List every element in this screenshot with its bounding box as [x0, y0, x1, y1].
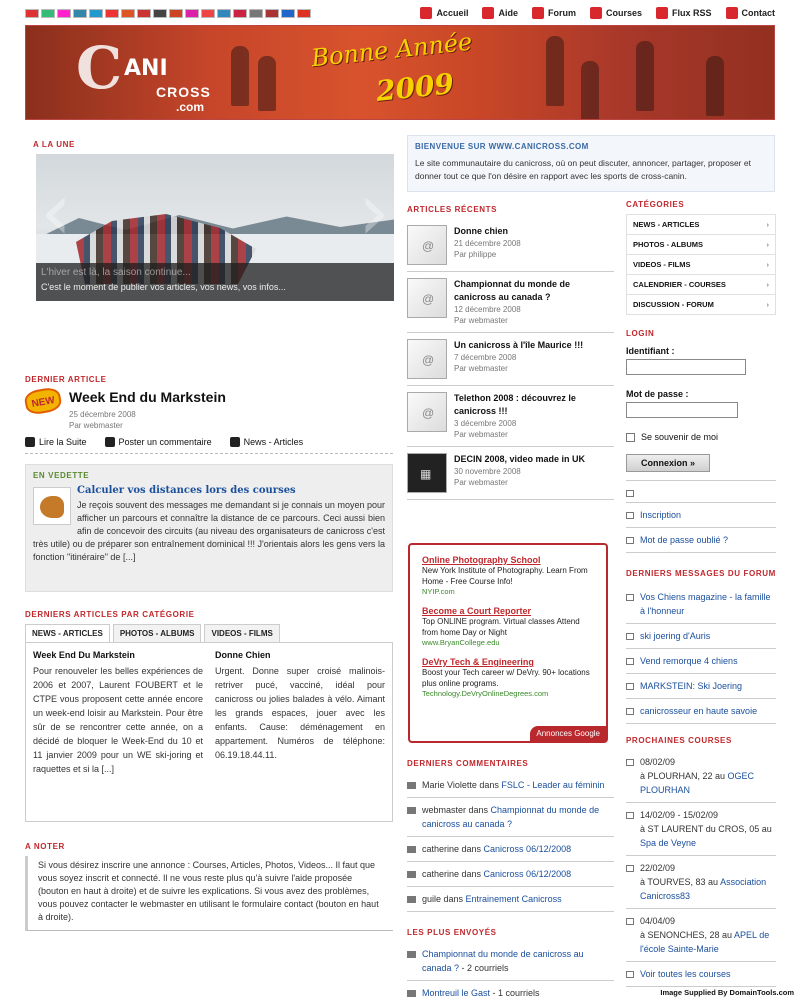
- slider-next-icon[interactable]: ›: [358, 165, 390, 258]
- ad-url[interactable]: www.BryanCollege.edu: [422, 638, 500, 647]
- ad-title[interactable]: DeVry Tech & Engineering: [422, 657, 534, 667]
- welcome-heading: BIENVENUE SUR WWW.CANICROSS.COM: [415, 142, 589, 151]
- google-ads: [408, 543, 608, 743]
- comment-item: [407, 837, 614, 862]
- flag-icon[interactable]: [25, 9, 39, 18]
- video-thumb-icon: [407, 453, 447, 493]
- forum-message-label[interactable]: MARKSTEIN: Ski Joering: [640, 681, 743, 691]
- latest-article: [25, 375, 393, 454]
- courses-heading: PROCHAINES COURSES: [626, 736, 732, 745]
- ad-item[interactable]: [422, 657, 596, 698]
- most-sent: [407, 928, 614, 1000]
- calendar-icon: [626, 918, 634, 925]
- course-place: à PLOURHAN, 22 au: [640, 771, 728, 781]
- login-link[interactable]: [626, 481, 776, 503]
- ad-title[interactable]: Become a Court Reporter: [422, 606, 532, 616]
- course-item: [626, 750, 776, 803]
- note-heading: A NOTER: [25, 842, 65, 851]
- side-category-item[interactable]: [626, 214, 776, 234]
- comment-item: [407, 887, 614, 912]
- featured-body: Je reçois souvent des messages me demandant si je connais un moyen pour afficher un parcours et connaître la distance de ce parcours. Ceci aussi bien afin de concevoir des circuits (au niveau des organisateurs de canicross c'est très utile) ou de préparer son entraînement dominical !!! J'orientais alors les gens vers la fonction "itinéraire" de [...]: [33, 500, 385, 562]
- article-thumb-icon: [407, 392, 447, 432]
- tab-videos-films[interactable]: VIDEOS - FILMS: [204, 624, 279, 642]
- home-icon: [420, 7, 432, 19]
- category-list: [626, 214, 776, 315]
- nav-0[interactable]: [420, 7, 468, 19]
- latest-article-date: 25 décembre 2008: [69, 410, 136, 419]
- side-category-item[interactable]: [626, 234, 776, 254]
- banner-greeting: Bonne Année: [309, 27, 474, 73]
- course-place: à SENONCHES, 28 au: [640, 930, 735, 940]
- top-bar: [25, 5, 775, 21]
- list-icon: [230, 437, 240, 447]
- new-badge-icon: NEW: [23, 386, 63, 416]
- latest-article-title[interactable]: Week End du Markstein: [69, 389, 226, 405]
- recent-article-author: Par philippe: [454, 250, 497, 259]
- recent-article-item[interactable]: [407, 386, 614, 447]
- most-sent-item: [407, 942, 614, 981]
- flag-icon[interactable]: [185, 9, 199, 18]
- ad-item[interactable]: [422, 555, 596, 596]
- bullet-icon: [626, 594, 634, 601]
- flag-icon[interactable]: [153, 9, 167, 18]
- side-category-label: VIDEOS - FILMS: [633, 260, 691, 269]
- recent-article-author: Par webmaster: [454, 478, 508, 487]
- calendar-icon: [626, 759, 634, 766]
- featured-box: [25, 464, 393, 592]
- forum-message[interactable]: [626, 674, 776, 699]
- recent-article-title[interactable]: Un canicross à l'île Maurice !!!: [454, 340, 584, 350]
- recent-articles-heading: ARTICLES RÉCENTS: [407, 205, 498, 214]
- course-item: [626, 803, 776, 856]
- course-date: 22/02/09: [640, 863, 676, 873]
- flag-icon[interactable]: [169, 9, 183, 18]
- flag-icon[interactable]: [233, 9, 247, 18]
- nav-label: Forum: [547, 8, 576, 18]
- username-input[interactable]: [626, 359, 746, 375]
- comment-author: webmaster dans: [422, 805, 491, 815]
- flag-icon[interactable]: [265, 9, 279, 18]
- flag-icon[interactable]: [73, 9, 87, 18]
- logo-letter: C: [76, 34, 123, 102]
- nav-label: Aide: [498, 8, 518, 18]
- course-item: [626, 909, 776, 962]
- google-ads-badge[interactable]: Annonces Google: [530, 726, 606, 741]
- recent-article-author: Par webmaster: [454, 430, 508, 439]
- most-sent-link[interactable]: Montreuil le Gast: [422, 988, 491, 998]
- slider-subtitle: C'est le moment de publier vos articles, vos news, vos infos...: [41, 282, 286, 292]
- most-sent-link[interactable]: Championnat du monde de canicross au canada ?: [422, 949, 584, 973]
- checkbox-icon[interactable]: [626, 433, 635, 442]
- latest-article-author: Par webmaster: [69, 421, 123, 430]
- help-icon: [482, 7, 494, 19]
- login-link-label[interactable]: Mot de passe oublié ?: [640, 535, 729, 545]
- categories-heading: DERNIERS ARTICLES PAR CATÉGORIE: [25, 610, 195, 619]
- flag-icon[interactable]: [201, 9, 215, 18]
- chevron-right-icon: ›: [766, 260, 769, 269]
- top-navigation: [420, 7, 775, 19]
- side-category-label: PHOTOS - ALBUMS: [633, 240, 704, 249]
- forum-message-label[interactable]: canicrosseur en haute savoie: [640, 706, 758, 716]
- forum-message[interactable]: [626, 649, 776, 674]
- note-text: Si vous désirez inscrire une annonce : Courses, Articles, Photos, Videos... Il faut que vous soyez inscrit et connecté. Il ne vous reste plus qu'à suivre l'aide proposée (bouton en haut à droite) et de suivre les explications. Si vous avez des problèmes, vous pouvez contacter le webmaster en utilisant le formulaire contact (bouton en haut à droite).: [25, 856, 393, 931]
- bullet-icon: [626, 633, 634, 640]
- comment-item: [407, 798, 614, 837]
- comment-icon: [105, 437, 115, 447]
- course-place: à TOURVES, 83 au: [640, 877, 721, 887]
- ad-description: Top ONLINE program. Virtual classes Attend from home Day or Night: [422, 617, 580, 637]
- ad-url[interactable]: Technology.DeVryOnlineDegrees.com: [422, 689, 549, 698]
- featured-slider[interactable]: [36, 154, 394, 301]
- recent-article-title[interactable]: DECIN 2008, video made in UK: [454, 454, 586, 464]
- post-comment-link[interactable]: Poster un commentaire: [105, 437, 212, 447]
- logo-com-text: .com: [176, 100, 205, 114]
- side-category-label: DISCUSSION - FORUM: [633, 300, 714, 309]
- chevron-right-icon: ›: [766, 220, 769, 229]
- login-link-label[interactable]: Inscription: [640, 510, 682, 520]
- comments-heading: DERNIERS COMMENTAIRES: [407, 759, 529, 768]
- all-courses-link-label[interactable]: Voir toutes les courses: [640, 969, 731, 979]
- note-box: [25, 842, 393, 931]
- flag-icon[interactable]: [121, 9, 135, 18]
- side-category-label: CALENDRIER - COURSES: [633, 280, 726, 289]
- mail-icon: [407, 951, 416, 958]
- comment-item: [407, 862, 614, 887]
- chevron-right-icon: ›: [766, 280, 769, 289]
- articles-by-category: [25, 610, 393, 822]
- read-more-link[interactable]: Lire la Suite: [25, 437, 87, 447]
- forum-message-label[interactable]: Vos Chiens magazine - la famille à l'honneur: [640, 592, 771, 616]
- latest-article-heading: DERNIER ARTICLE: [25, 375, 107, 384]
- comment-icon: [407, 782, 416, 789]
- username-label: Identifiant :: [626, 346, 675, 356]
- nav-4[interactable]: [656, 7, 712, 19]
- flag-icon[interactable]: [137, 9, 151, 18]
- article-thumb-icon: [407, 225, 447, 265]
- left-column: [25, 140, 393, 931]
- flag-icon[interactable]: [249, 9, 263, 18]
- image-credit: Image Supplied By DomainTools.com: [660, 988, 794, 997]
- bullet-icon: [626, 658, 634, 665]
- latest-comments: [407, 759, 614, 912]
- category-link[interactable]: News - Articles: [230, 437, 304, 447]
- comment-icon: [407, 846, 416, 853]
- nav-label: Accueil: [436, 8, 469, 18]
- arrow-icon: [25, 437, 35, 447]
- recent-article-date: 21 décembre 2008: [454, 239, 521, 248]
- login-link[interactable]: [626, 528, 776, 553]
- ad-item[interactable]: [422, 606, 596, 647]
- recent-article-item[interactable]: [407, 272, 614, 333]
- nav-2[interactable]: [532, 7, 576, 19]
- most-sent-item: [407, 981, 614, 1000]
- slider-title: L'hiver est là, la saison continue...: [41, 267, 191, 278]
- forum-message-label[interactable]: ski joering d'Auris: [640, 631, 711, 641]
- recent-article-item[interactable]: [407, 447, 614, 500]
- side-category-item[interactable]: [626, 294, 776, 315]
- nav-5[interactable]: [726, 7, 776, 19]
- all-courses-link[interactable]: [626, 962, 776, 987]
- comment-article-link[interactable]: FSLC - Leader au féminin: [501, 780, 605, 790]
- bullet-icon: [626, 683, 634, 690]
- bullet-icon: [626, 971, 634, 978]
- remember-me[interactable]: Se souvenir de moi: [626, 432, 776, 442]
- side-category-label: NEWS - ARTICLES: [633, 220, 700, 229]
- nav-3[interactable]: [590, 7, 642, 19]
- nav-1[interactable]: [482, 7, 518, 19]
- comment-author: guile dans: [422, 894, 466, 904]
- forum-message[interactable]: [626, 624, 776, 649]
- course-organizer-link[interactable]: OGEC PLOURHAN: [640, 771, 755, 795]
- slider-prev-icon[interactable]: ‹: [40, 165, 72, 258]
- logo-text: ANI: [124, 56, 168, 81]
- course-date: 08/02/09: [640, 757, 676, 767]
- comment-icon: [407, 871, 416, 878]
- bullet-icon: [626, 708, 634, 715]
- course-organizer-link[interactable]: Association Canicross83: [640, 877, 767, 901]
- comment-article-link[interactable]: Canicross 06/12/2008: [483, 844, 572, 854]
- tab-article-title[interactable]: Week End Du Markstein: [33, 650, 135, 660]
- comment-author: catherine dans: [422, 869, 484, 879]
- calendar-icon: [626, 812, 634, 819]
- forum-heading: DERNIERS MESSAGES DU FORUM: [626, 569, 776, 578]
- password-label: Mot de passe :: [626, 389, 689, 399]
- article-thumb-icon: [407, 339, 447, 379]
- flag-icon[interactable]: [89, 9, 103, 18]
- recent-article-date: 7 décembre 2008: [454, 353, 517, 362]
- course-item: [626, 856, 776, 909]
- alaune-heading: A LA UNE: [33, 140, 75, 149]
- recent-article-item[interactable]: [407, 219, 614, 272]
- recent-article-author: Par webmaster: [454, 364, 508, 373]
- recent-article-title[interactable]: Donne chien: [454, 226, 509, 236]
- login-button[interactable]: Connexion »: [626, 454, 710, 472]
- course-organizer-link[interactable]: APEL de l'école Sainte-Marie: [640, 930, 770, 954]
- dog-icon: [33, 487, 71, 525]
- flag-icon[interactable]: [41, 9, 55, 18]
- comment-article-link[interactable]: Championnat du monde de canicross au canada ?: [422, 805, 600, 829]
- slider-caption: [36, 263, 394, 301]
- comment-icon: [407, 896, 416, 903]
- comment-item: [407, 773, 614, 798]
- tab-article-body: Urgent. Donne super croisé malinois-retriver pucé, vacciné, idéal pour canicross ou jolies balades à vélo. Aimant les grands espaces, jouer avec les enfants. Cause: déménagement en appartement. Numéros de téléphone: 06.19.18.44.11.: [215, 666, 385, 760]
- calendar-icon: [590, 7, 602, 19]
- course-organizer-link[interactable]: Spa de Veyne: [640, 838, 697, 848]
- categories-side-heading: CATÉGORIES: [626, 200, 685, 209]
- password-input[interactable]: [626, 402, 738, 418]
- header-banner: [25, 25, 775, 120]
- ad-description: New York Institute of Photography. Learn From Home - Free Course Info!: [422, 566, 588, 586]
- recent-article-date: 30 novembre 2008: [454, 467, 521, 476]
- site-logo[interactable]: [66, 34, 266, 114]
- comment-icon: [407, 807, 416, 814]
- flag-icon[interactable]: [281, 9, 295, 18]
- side-category-item[interactable]: [626, 274, 776, 294]
- forum-message[interactable]: [626, 585, 776, 624]
- heart-icon: [656, 7, 668, 19]
- forum-message-label[interactable]: Vend remorque 4 chiens: [640, 656, 738, 666]
- recent-article-title[interactable]: Championnat du monde de canicross au canada ?: [454, 279, 570, 302]
- right-column: [626, 200, 776, 987]
- recent-articles: [407, 205, 614, 500]
- recent-article-date: 3 décembre 2008: [454, 419, 517, 428]
- ad-url[interactable]: NYIP.com: [422, 587, 455, 596]
- logo-cross-text: CROSS: [156, 84, 211, 100]
- featured-title[interactable]: Calculer vos distances lors des courses: [77, 485, 296, 496]
- welcome-text: Le site communautaire du canicross, où on peut discuter, annoncer, partager, proposer et donner tout ce que l'on désire en rapport avec les sports de cross-canin.: [415, 158, 751, 181]
- recent-article-title[interactable]: Telethon 2008 : découvrez le canicross !!!: [454, 393, 576, 416]
- chevron-right-icon: ›: [766, 240, 769, 249]
- banner-year: 2009: [374, 67, 456, 108]
- comment-article-link[interactable]: Entrainement Canicross: [465, 894, 562, 904]
- flag-icon[interactable]: [57, 9, 71, 18]
- tab-panel: [25, 642, 393, 822]
- side-category-item[interactable]: [626, 254, 776, 274]
- tab-news-articles[interactable]: NEWS - ARTICLES: [25, 624, 110, 642]
- bullet-icon: [626, 537, 634, 544]
- ad-description: Boost your Tech career w/ DeVry. 90+ locations plus online programs.: [422, 668, 590, 688]
- flag-icon[interactable]: [297, 9, 311, 18]
- bullet-icon: [626, 490, 634, 497]
- tab-photos-albums[interactable]: PHOTOS - ALBUMS: [113, 624, 202, 642]
- tab-article-body: Pour renouveler les belles expériences de 2006 et 2007, Laurent FOUBERT et le CTPE vous proposent cette année encore un week-end loisir au Markstein. Pour être sûr de se rencontrer cette année, on a décidé de bloquer le Week-End du 10 et 11 janvier 2009 pour un WE ski-joring et raquettes et si la [...]: [33, 666, 203, 774]
- flag-icon[interactable]: [105, 9, 119, 18]
- mail-icon: [407, 990, 416, 997]
- category-tabs: [25, 624, 393, 642]
- most-sent-count: - 2 courriels: [459, 963, 509, 973]
- course-date: 04/04/09: [640, 916, 676, 926]
- featured-heading: EN VEDETTE: [33, 471, 90, 480]
- mail-icon: [726, 7, 738, 19]
- recent-article-author: Par webmaster: [454, 316, 508, 325]
- most-sent-count: - 1 courriels: [490, 988, 540, 998]
- article-actions: [25, 437, 393, 454]
- language-flags: [25, 9, 311, 18]
- bullet-icon: [626, 512, 634, 519]
- forum-icon: [532, 7, 544, 19]
- nav-label: Contact: [741, 8, 775, 18]
- forum-message[interactable]: [626, 699, 776, 724]
- recent-article-item[interactable]: [407, 333, 614, 386]
- nav-label: Flux RSS: [671, 8, 712, 18]
- course-place: à ST LAURENT du CROS, 05 au: [640, 824, 772, 834]
- tab-article-title[interactable]: Donne Chien: [215, 650, 271, 660]
- comment-author: catherine dans: [422, 844, 484, 854]
- flag-icon[interactable]: [217, 9, 231, 18]
- login-heading: LOGIN: [626, 329, 655, 338]
- comment-article-link[interactable]: Canicross 06/12/2008: [483, 869, 572, 879]
- welcome-box: [407, 135, 775, 192]
- login-link[interactable]: [626, 503, 776, 528]
- calendar-icon: [626, 865, 634, 872]
- course-date: 14/02/09 - 15/02/09: [640, 810, 719, 820]
- nav-label: Courses: [605, 8, 642, 18]
- most-sent-heading: LES PLUS ENVOYÉS: [407, 928, 497, 937]
- comment-author: Marie Violette dans: [422, 780, 502, 790]
- recent-article-date: 12 décembre 2008: [454, 305, 521, 314]
- chevron-right-icon: ›: [766, 300, 769, 309]
- article-thumb-icon: [407, 278, 447, 318]
- ad-title[interactable]: Online Photography School: [422, 555, 541, 565]
